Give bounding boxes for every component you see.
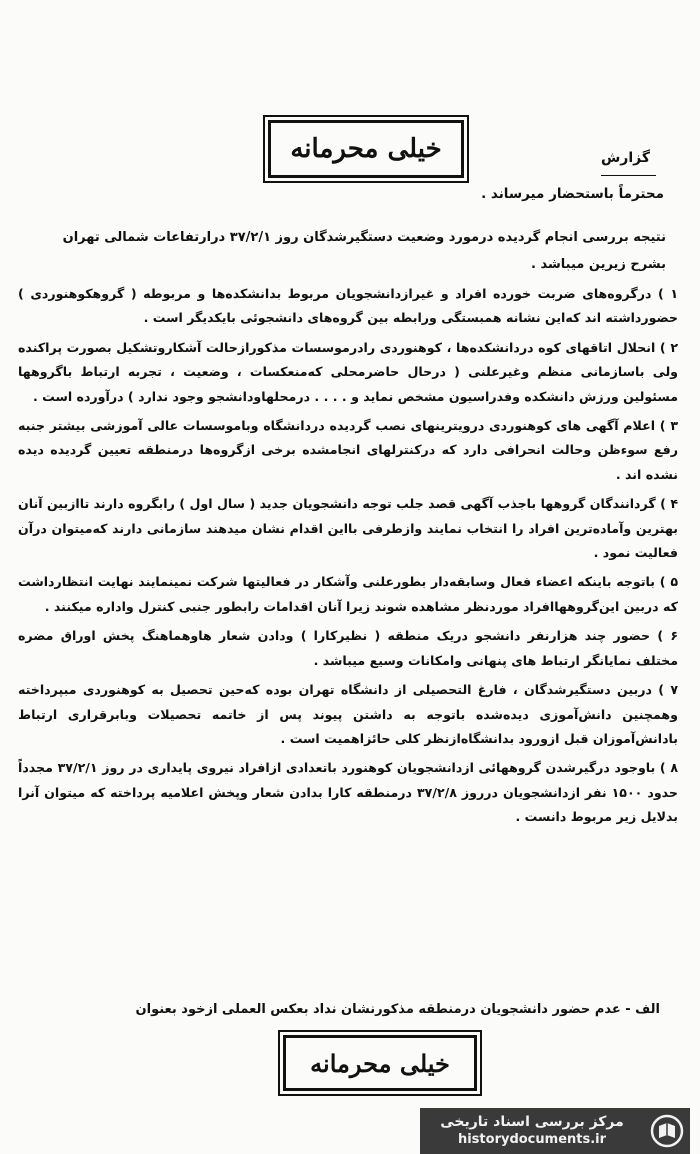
watermark-url: historydocuments.ir <box>457 1132 607 1147</box>
salutation-line: محترماً باستحضار میرساند . <box>481 186 664 202</box>
report-item-3: ۳ ) اعلام آگهی های کوهنوردی درویترینهای نصب گردیده دردانشگاه وباموسسات عالی آموزشی بیشتر جنبه رفع سوءظن وحالت انحرافی دارد که درکنترلهای انجامشده برخی ازگروه‌ها درمنطقه تعیین گردیده دیده نشده اند . <box>18 418 678 482</box>
report-item-1: ۱ ) درگروه‌های ضربت خورده افراد و غیرازدانشجویان مربوط بدانشکده‌ها و مربوطه ( گروهکوهنوردی ) حضورداشته اند که‌این نشانه همبستگی ورابطه بین گروه‌های دانشجوئی بایکدیگر است . <box>18 286 678 326</box>
intro-paragraph: نتیجه بررسی انجام گردیده درمورد وضعیت دستگیرشدگان روز ۳۷/۲/۱ درارتفاعات شمالی تهران بشرح زیرین میباشد . <box>62 230 666 272</box>
report-item-5: ۵ ) باتوجه باینکه اعضاء فعال وسابقه‌دار بطورعلنی وآشکار در فعالیتها شرکت نمینمایند نهایت انتظارداشت که دربین این‌گروهها‌افراد موردنظر مشاهده شوند زیرا آنان اقدامات رابطور جنبی کنترل واداره میکنند . <box>18 574 678 614</box>
top-classification-stamp: خیلی محرمانه <box>268 120 464 178</box>
report-item-7: ۷ ) دربین دستگیرشدگان ، فارغ التحصیلی از دانشگاه تهران بوده که‌حین تحصیل به کوهنوردی مبپرداخته وهمچنین دانش‌آموزی دیده‌شده‌ باتوجه به داشتن پیوند پس از خاتمه تحصیلات وبابرقراری ارتباط بادانش‌آموزان قبل ازورود بدانشگاه‌ازنظر کلی حائزاهمیت است . <box>18 682 678 746</box>
watermark-name: مرکز بررسی اسناد تاریخی <box>440 1114 624 1130</box>
report-item-2: ۲ ) انحلال اتاقهای کوه دردانشکده‌ها ، کوهنوردی رادرموسسات مذکورازحالت آشکاروتشکیل بصورت پراکنده ولی باسازمانی منظم وغیرعلنی ( درحال حاضرمحلی که‌منعکسات ، وضعیت ، تجربه ارتباط باگروهها مسئولین ورزش دانشکده وفدراسیون مشخص نماید و . . . . درمحلهاودانشجو وجود ندارد ) درآورده است . <box>18 339 678 404</box>
report-item-8: ۸ ) باوجود درگیرشدن گروههائی ازدانشجویان کوهنورد باتعدادی ازافراد نیروی پایداری در روز ۳۷/۲/۱ مجدداً حدود ۱۵۰۰ نفر ازدانشجویان درروز ۳۷/۲/۸ درمنطقه کارا بدادن شعار وپخش اعلامیه پرداخته که میتوان آنرا بدلایل زیر مربوط دانست . <box>18 760 679 825</box>
watermark-banner <box>420 1108 690 1154</box>
report-item-6: ۶ ) حضور چند هزارنفر دانشجو دریک منطقه ( نظیرکارا ) ودادن شعار هاوهماهنگ پخش اوراق مضره مختلف نمایانگر ارتباط های پنهانی وامکانات وسیع میباشد . <box>18 628 678 668</box>
watermark-text <box>420 1113 644 1149</box>
book-emblem-icon <box>650 1114 684 1148</box>
bottom-classification-stamp: خیلی محرمانه <box>283 1035 477 1091</box>
report-item-4: ۴ ) گردانندگان گروهها باجذب آگهی قصد جلب توجه دانشجویان جدید ( سال اول ) رابگروه دارند تاازبین آنان بهترین وآماده‌ترین افراد را انتخاب نمایند وازطرفی بااین اقدام نشان میدهند سازمانی دارند که‌میتوان درآن فعالیت نمود . <box>18 496 678 561</box>
report-label: گزارش <box>600 150 650 166</box>
report-items-list <box>18 282 678 835</box>
closing-line: الف - عدم حضور دانشجویان درمنطقه مذکورنشان نداد بعکس العملی ازخود بعنوان <box>135 1002 660 1017</box>
